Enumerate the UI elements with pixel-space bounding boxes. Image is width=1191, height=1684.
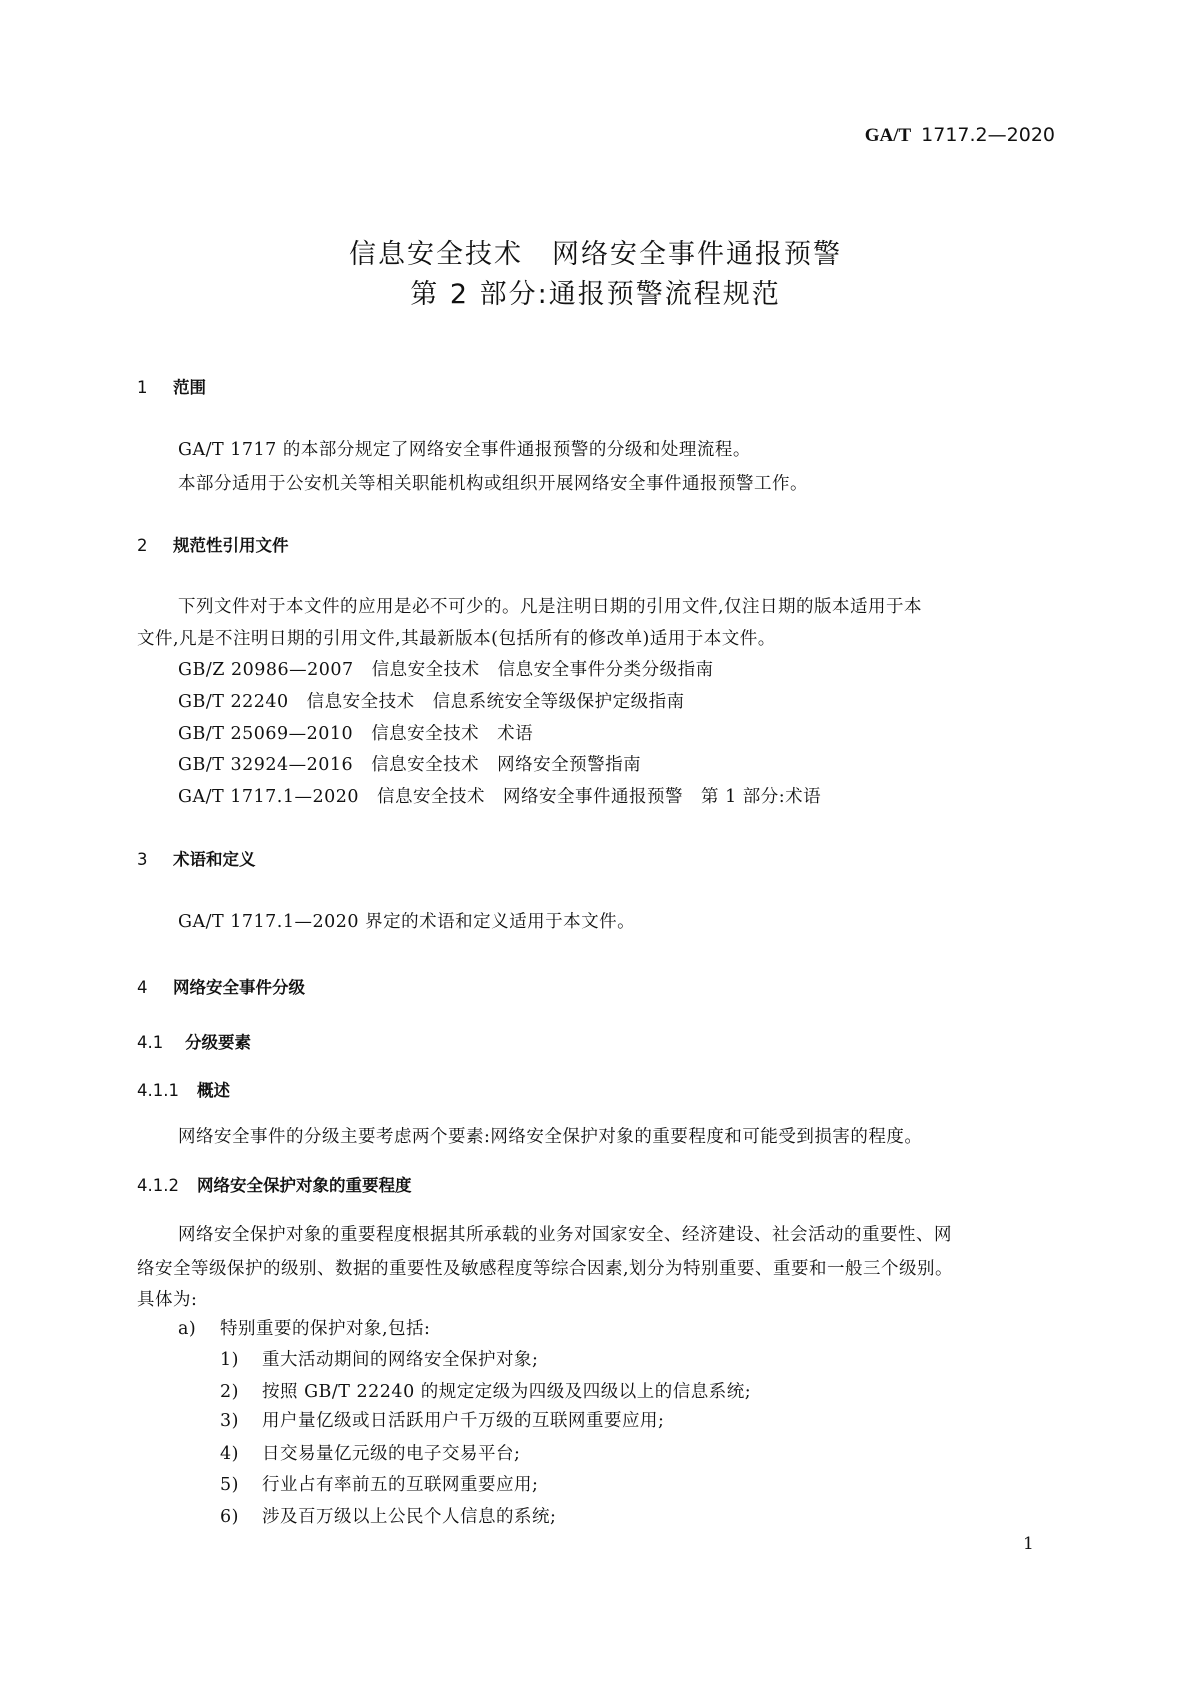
section-4-1-2-heading [137,1172,412,1196]
sub-list-item [220,1440,520,1465]
reference-code: GB/T 32924—2016 [178,755,354,775]
section-title: 规范性引用文件 [173,536,289,555]
paragraph: GA/T 1717.1—2020 界定的术语和定义适用于本文件。 [178,912,636,932]
reference-item [178,656,714,681]
list-text: 涉及百万级以上公民个人信息的系统; [262,1507,557,1527]
reference-title: 信息安全技术 网络安全事件通报预警 第 1 部分:术语 [377,787,822,807]
section-4-1-heading [137,1029,251,1053]
section-number: 4.1.1 [137,1081,179,1100]
reference-code: GB/T 22240 [178,692,289,712]
list-label: a) [178,1319,197,1339]
section-number: 4.1.2 [137,1176,179,1195]
list-label: 5) [220,1475,239,1495]
standard-number: 1717.2—2020 [921,124,1055,146]
section-3-heading [137,846,256,870]
list-label: 4) [220,1444,239,1464]
page-number: 1 [1023,1534,1034,1554]
paragraph: 网络安全事件的分级主要考虑两个要素:网络安全保护对象的重要程度和可能受到损害的程度。 [178,1127,923,1147]
list-text: 行业占有率前五的互联网重要应用; [262,1475,539,1495]
paragraph: 文件,凡是不注明日期的引用文件,其最新版本(包括所有的修改单)适用于本文件。 [137,629,776,649]
paragraph: 具体为: [137,1290,198,1310]
section-number: 1 [137,378,148,397]
section-4-heading [137,974,305,998]
section-1-heading [137,374,206,398]
document-title-line2: 第 2 部分:通报预警流程规范 [410,279,781,310]
list-label: 2) [220,1382,239,1402]
list-label: 6) [220,1507,239,1527]
standard-code-header [865,124,1055,147]
section-2-heading [137,532,289,556]
section-4-1-1-heading [137,1077,230,1101]
reference-item [178,688,685,713]
section-number: 4.1 [137,1033,164,1052]
document-title-line1: 信息安全技术 网络安全事件通报预警 [349,239,842,270]
section-title: 网络安全保护对象的重要程度 [197,1176,412,1195]
list-text: 重大活动期间的网络安全保护对象; [262,1350,539,1370]
section-number: 2 [137,536,148,555]
section-title: 网络安全事件分级 [173,978,305,997]
sub-list-item [220,1378,751,1403]
reference-item [178,720,533,745]
reference-title: 信息安全技术 网络安全预警指南 [371,755,642,775]
paragraph: 下列文件对于本文件的应用是必不可少的。凡是注明日期的引用文件,仅注日期的版本适用于本 [178,597,923,617]
standard-prefix: GA/T [864,125,912,146]
section-number: 4 [137,978,148,997]
reference-title: 信息安全技术 术语 [371,724,534,744]
section-title: 概述 [197,1081,230,1100]
reference-item [178,751,641,776]
reference-title: 信息安全技术 信息安全事件分类分级指南 [371,660,714,680]
reference-code: GB/Z 20986—2007 [178,660,354,680]
list-text: 特别重要的保护对象,包括: [220,1319,431,1339]
reference-item [178,783,821,808]
paragraph: 络安全等级保护的级别、数据的重要性及敏感程度等综合因素,划分为特别重要、重要和一般三个级别。 [137,1259,954,1279]
reference-code: GB/T 25069—2010 [178,724,354,744]
section-number: 3 [137,850,148,869]
reference-title: 信息安全技术 信息系统安全等级保护定级指南 [306,692,685,712]
paragraph: GA/T 1717 的本部分规定了网络安全事件通报预警的分级和处理流程。 [178,440,751,460]
section-title: 术语和定义 [173,850,256,869]
list-item-a [178,1315,430,1340]
sub-list-item [220,1407,664,1432]
section-title: 范围 [173,378,206,397]
list-text: 日交易量亿元级的电子交易平台; [262,1444,521,1464]
reference-code: GA/T 1717.1—2020 [178,787,360,807]
sub-list-item [220,1471,538,1496]
list-label: 1) [220,1350,239,1370]
sub-list-item [220,1503,556,1528]
sub-list-item [220,1346,538,1371]
section-title: 分级要素 [185,1033,251,1052]
list-label: 3) [220,1411,239,1431]
list-text: 按照 GB/T 22240 的规定定级为四级及四级以上的信息系统; [262,1382,752,1402]
list-text: 用户量亿级或日活跃用户千万级的互联网重要应用; [262,1411,665,1431]
paragraph: 网络安全保护对象的重要程度根据其所承载的业务对国家安全、经济建设、社会活动的重要性、网 [178,1225,952,1245]
paragraph: 本部分适用于公安机关等相关职能机构或组织开展网络安全事件通报预警工作。 [178,474,808,494]
